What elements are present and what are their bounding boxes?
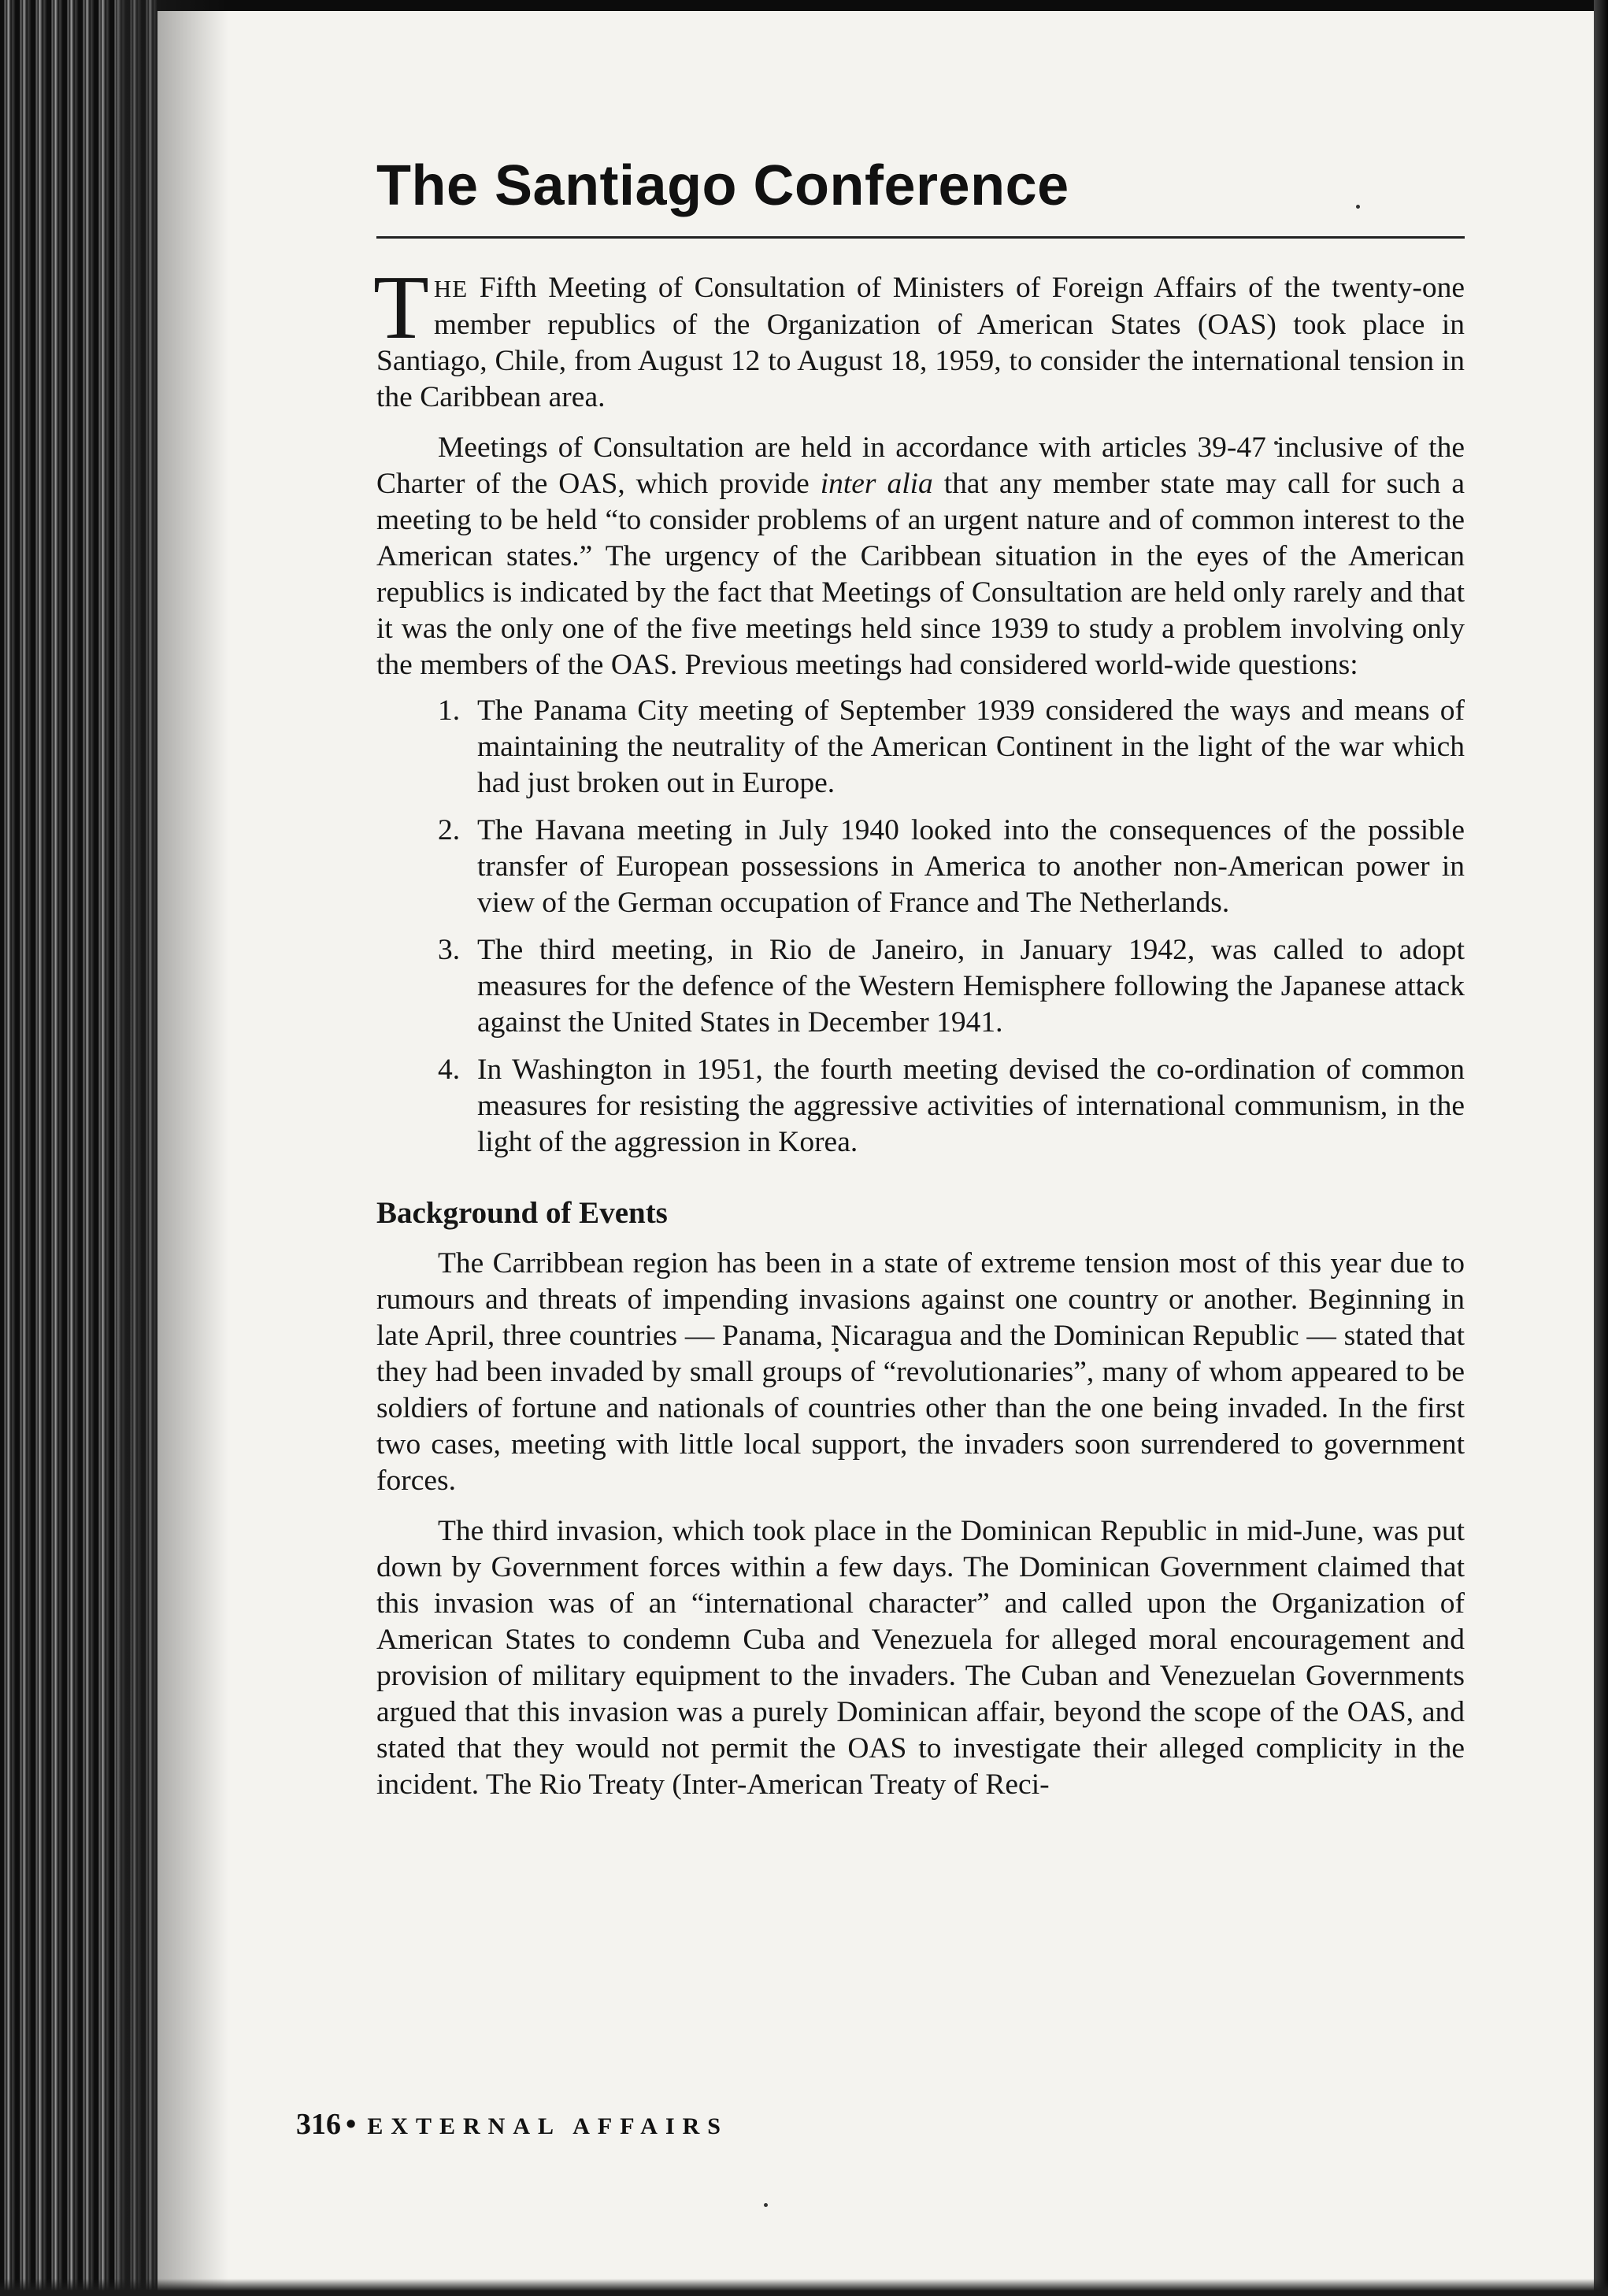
title-rule <box>376 236 1465 239</box>
drop-cap: T <box>373 257 429 358</box>
section-heading: Background of Events <box>376 1196 668 1230</box>
scan-speck <box>764 2203 768 2207</box>
list-item-number: 1. <box>438 694 461 727</box>
previous-meetings-list <box>376 693 1465 1161</box>
list-item <box>376 813 1465 921</box>
scan-right-edge <box>1594 0 1608 2296</box>
para2-text-1: Meetings of Consultation are held in accordance with articles 39-47 inclusive of the Charter of the OAS, which provide <box>376 431 1465 500</box>
list-item <box>376 932 1465 1041</box>
intro-lead-smallcaps: HE <box>433 275 469 302</box>
list-item <box>376 1052 1465 1161</box>
list-item-text: The third meeting, in Rio de Janeiro, in January 1942, was called to adopt measures for the defence of the Western Hemisphere following the Japanese attack against the United States in December 1941. <box>477 934 1465 1039</box>
list-item-number: 4. <box>438 1054 461 1086</box>
page-footer <box>296 2107 728 2142</box>
para2-text-2: that any member state may call for such a meeting to be held “to consider problems of an urgent nature and of common interest to the American states.” The urgency of the Caribbean situation in the eyes of the American republics is indicated by the fact that Meetings of Consultation are held only rarely and that it was the only one of the five meetings held since 1939 to study a problem involving only the members of the OAS. Previous meetings had considered world-wide questions: <box>376 468 1465 681</box>
list-item-text: In Washington in 1951, the fourth meeting devised the co-ordination of common measures for resisting the aggressive activities of international communism, in the light of the aggression in Korea. <box>477 1054 1465 1158</box>
body-paragraph-meetings <box>376 430 1465 683</box>
article-title: The Santiago Conference <box>376 154 1069 217</box>
body-paragraph-background: The Carribbean region has been in a state of extreme tension most of this year due to rumours and threats of impending invasions against one country or another. Beginning in late April, three countries — Panama, Nicaragua and the Dominican Republic — stated that they had been invaded by small groups of “revolutionaries”, many of whom appeared to be soldiers of fortune and nationals of countries other than the one being invaded. In the first two cases, meeting with little local support, the invaders soon surrendered to government forces. <box>376 1247 1465 1497</box>
publication-name: EXTERNAL AFFAIRS <box>367 2113 728 2139</box>
list-item-text: The Havana meeting in July 1940 looked into the consequences of the possible transfer of European possessions in America to another non-American power in view of the German occupation of France and The Netherlands. <box>477 814 1465 919</box>
list-item-number: 3. <box>438 934 461 966</box>
article-page <box>373 154 1465 1803</box>
scan-bottom-edge <box>0 2279 1608 2296</box>
para2-italic: inter alia <box>820 468 933 500</box>
gutter-shadow <box>118 0 228 2296</box>
intro-text: Fifth Meeting of Consultation of Ministers of Foreign Affairs of the twenty-one member republics of the Organization of American States (OAS) took place in Santiago, Chile, from August 12 to August 18, 1959, to consider the international tension in the Caribbean area. <box>376 272 1465 413</box>
intro-paragraph <box>373 257 1465 416</box>
scan-top-edge <box>0 0 1608 11</box>
page-number: 316 <box>296 2108 341 2141</box>
list-item-text: The Panama City meeting of September 1939 considered the ways and means of maintaining the neutrality of the American Continent in the light of the war which had just broken out in Europe. <box>477 694 1465 799</box>
body-paragraph-third-invasion: The third invasion, which took place in the Dominican Republic in mid-June, was put down by Government forces within a few days. The Dominican Government claimed that this invasion was of an “international character” and called upon the Organization of American States to condemn Cuba and Venezuela for alleged moral encouragement and provision of military equipment to the invaders. The Cuban and Venezuelan Governments argued that this invasion was a purely Dominican affair, beyond the scope of the OAS, and stated that they would not permit the OAS to investigate their alleged complicity in the incident. The Rio Treaty (Inter-American Treaty of Reci- <box>376 1515 1465 1801</box>
footer-bullet: • <box>346 2108 357 2141</box>
list-item <box>376 693 1465 802</box>
list-item-number: 2. <box>438 814 461 846</box>
